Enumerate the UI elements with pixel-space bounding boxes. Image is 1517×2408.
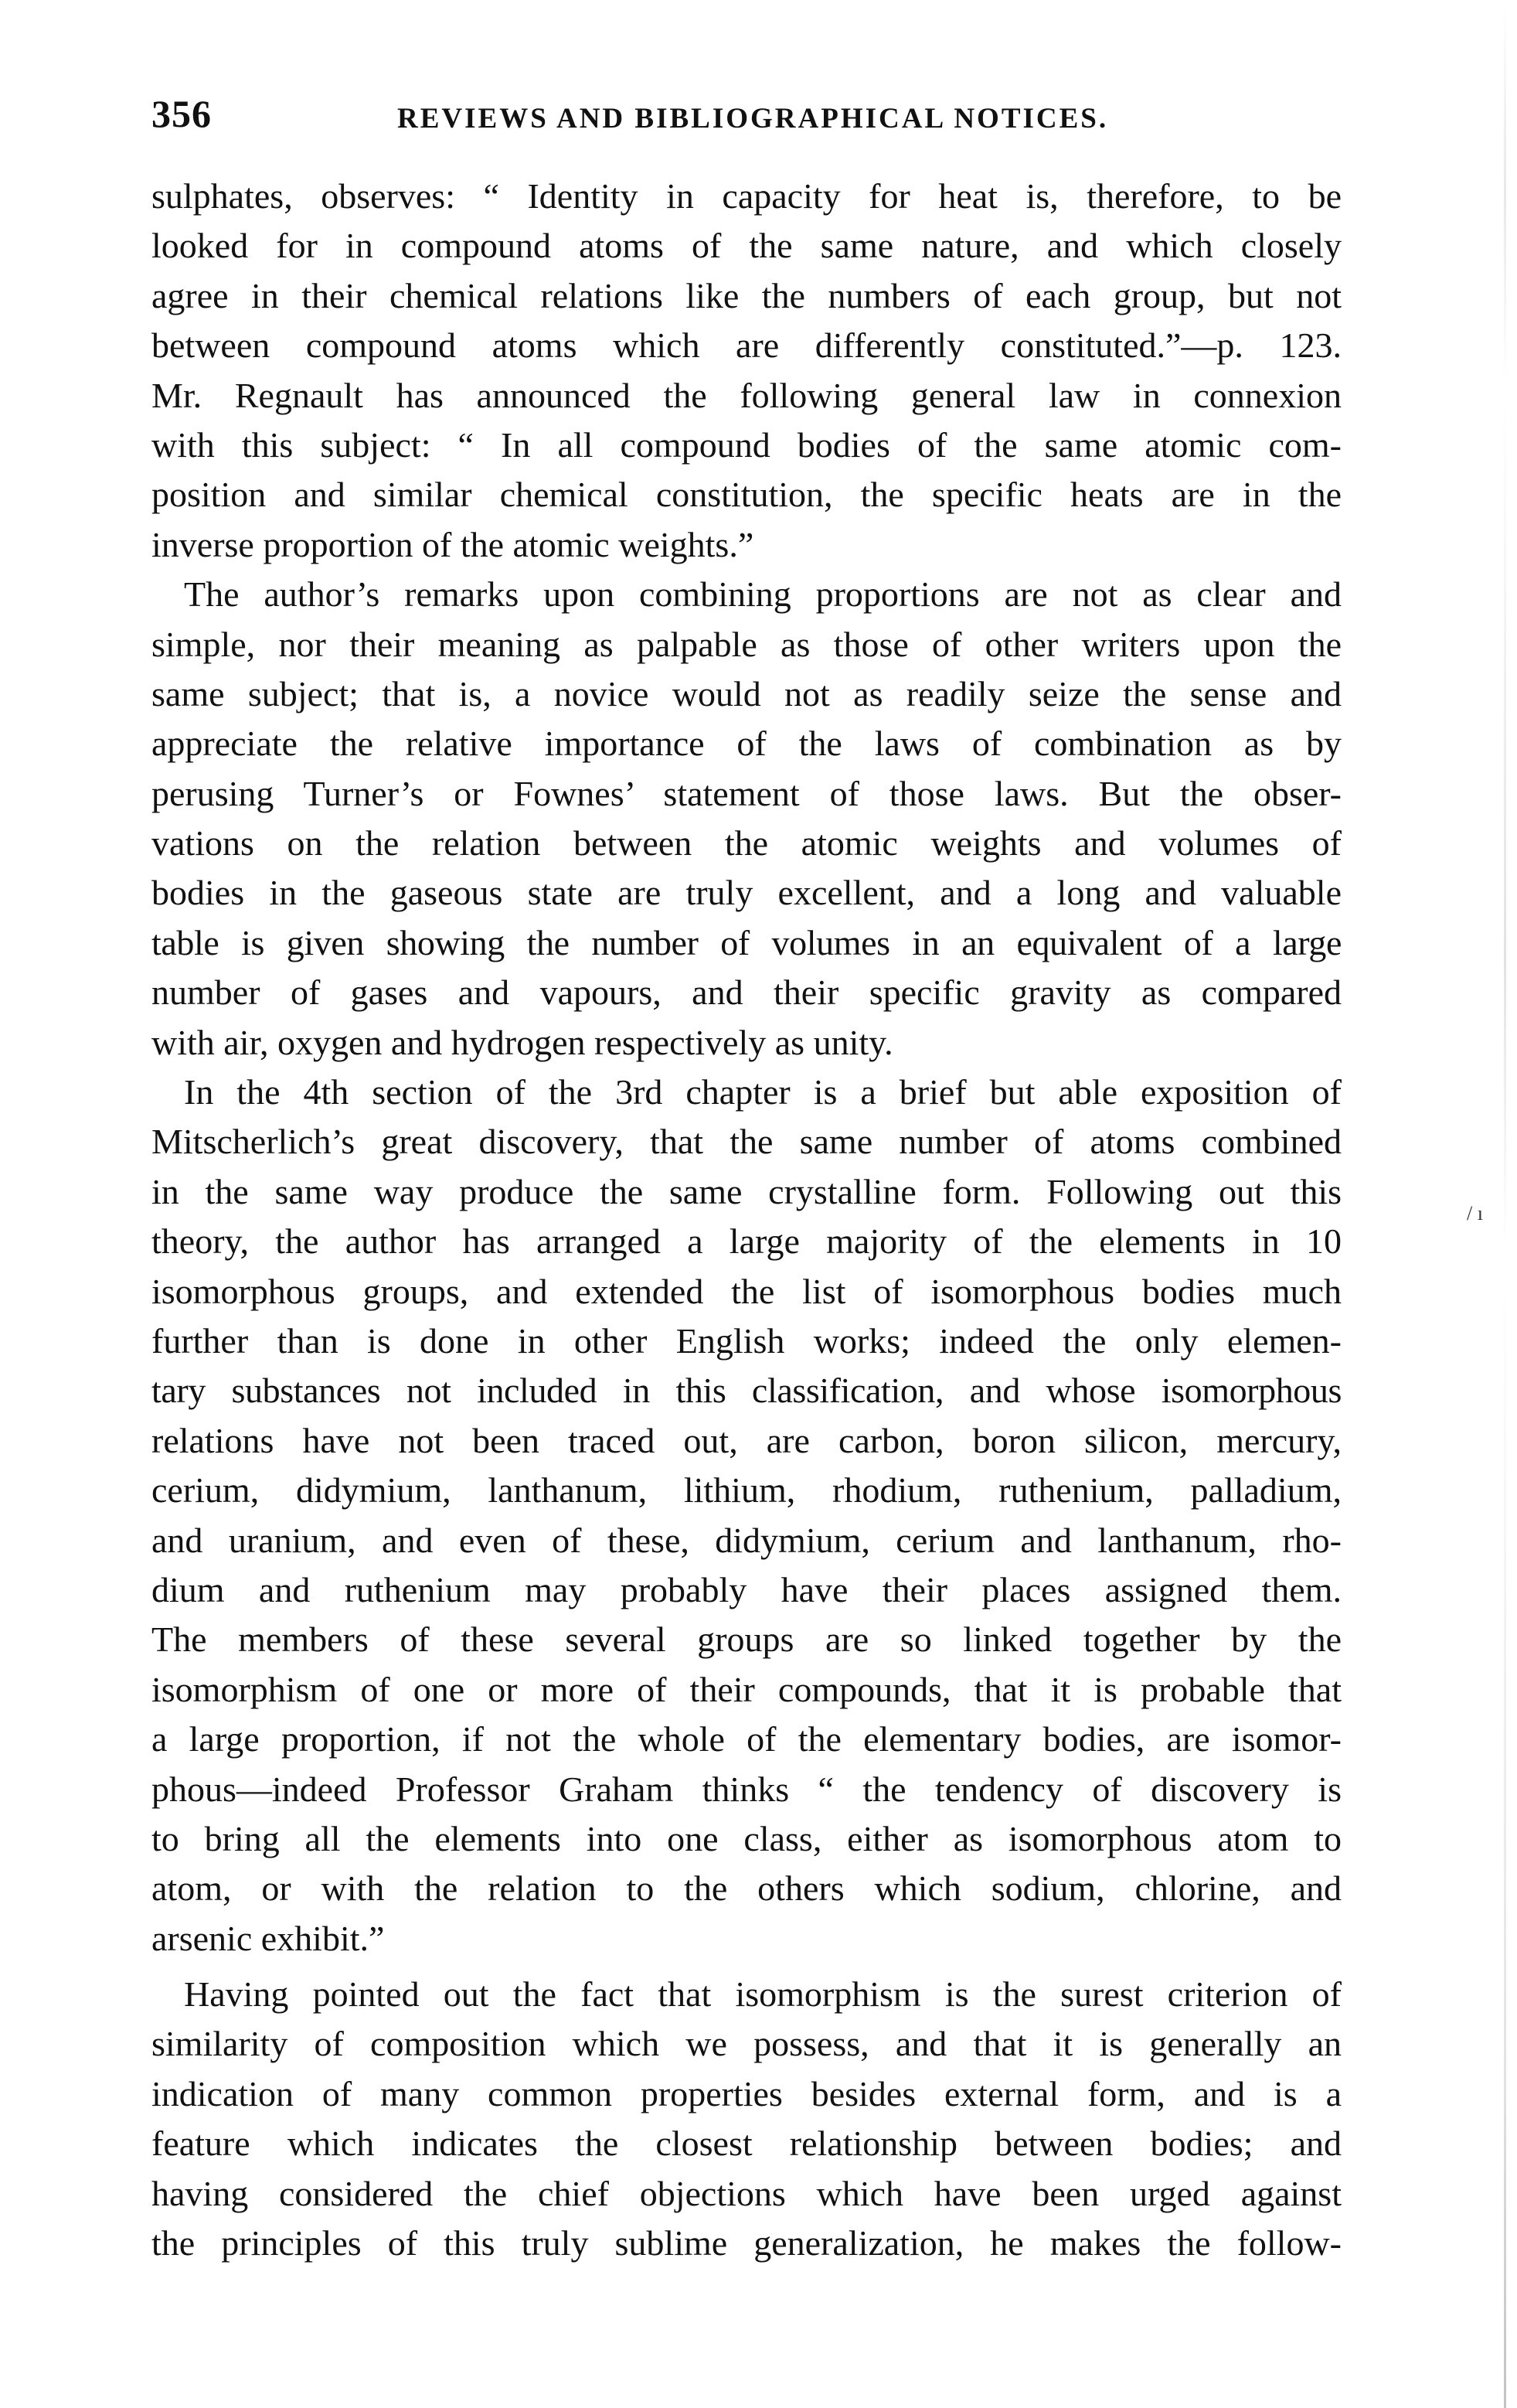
text-line: arsenic exhibit.” xyxy=(151,1918,385,1958)
text-line: Having pointed out the fact that isomorphism is the surest criterion of xyxy=(184,1974,1342,2015)
page-number: 356 xyxy=(151,92,212,135)
text-line: appreciate the relative importance of the laws of combination as by xyxy=(151,724,1342,764)
text-line: and uranium, and even of these, didymium, cerium and lanthanum, rho- xyxy=(151,1520,1342,1560)
text-line: indication of many common properties besides external form, and is a xyxy=(151,2073,1342,2113)
text-line: feature which indicates the closest relationship between bodies; and xyxy=(151,2124,1342,2164)
text-line: with this subject: “ In all compound bodies of the same atomic com- xyxy=(151,424,1342,465)
text-line: in the same way produce the same crystalline form. Following out this xyxy=(151,1171,1342,1211)
text-line: vations on the relation between the atomic weights and volumes of xyxy=(151,823,1342,863)
text-line: further than is done in other English works; indeed the only elemen- xyxy=(151,1320,1342,1361)
text-line: the principles of this truly sublime generalization, he makes the follow- xyxy=(151,2223,1342,2263)
text-line: position and similar chemical constitution, the specific heats are in the xyxy=(151,475,1342,515)
text-line: atom, or with the relation to the others which sodium, chlorine, and xyxy=(151,1868,1342,1909)
text-line: same subject; that is, a novice would not as readily seize the sense and xyxy=(151,673,1342,714)
text-line: a large proportion, if not the whole of the elementary bodies, are isomor- xyxy=(151,1719,1342,1759)
text-line: with air, oxygen and hydrogen respectively as unity. xyxy=(151,1022,893,1062)
text-line: agree in their chemical relations like the numbers of each group, but not xyxy=(151,275,1342,315)
text-line: isomorphous groups, and extended the list of isomorphous bodies much xyxy=(151,1271,1342,1311)
text-line: sulphates, observes: “ Identity in capacity for heat is, therefore, to be xyxy=(151,176,1342,216)
text-line: having considered the chief objections which have been urged against xyxy=(151,2173,1342,2213)
text-line: Mitscherlich’s great discovery, that the same number of atoms combined xyxy=(151,1122,1342,1162)
text-line: between compound atoms which are differently constituted.”—p. 123. xyxy=(151,325,1342,366)
text-line: to bring all the elements into one class, either as isomorphous atom to xyxy=(151,1818,1342,1858)
text-line: tary substances not included in this classification, and whose isomorphous xyxy=(151,1371,1342,1411)
text-line: The author’s remarks upon combining proportions are not as clear and xyxy=(184,574,1342,615)
text-line: cerium, didymium, lanthanum, lithium, rhodium, ruthenium, palladium, xyxy=(151,1470,1342,1511)
text-line: inverse proportion of the atomic weights.” xyxy=(151,524,754,564)
text-line: perusing Turner’s or Fownes’ statement of those laws. But the obser- xyxy=(151,773,1342,813)
page-edge-shadow xyxy=(1504,0,1506,2408)
text-line: number of gases and vapours, and their specific gravity as compared xyxy=(151,972,1342,1013)
text-line: In the 4th section of the 3rd chapter is a brief but able exposition of xyxy=(184,1072,1342,1112)
text-line: dium and ruthenium may probably have their places assigned them. xyxy=(151,1569,1342,1609)
text-line: The members of these several groups are so linked together by the xyxy=(151,1620,1342,1660)
text-line: phous—indeed Professor Graham thinks “ the tendency of discovery is xyxy=(151,1769,1342,1809)
margin-mark: / ı xyxy=(1467,1202,1483,1224)
text-line: table is given showing the number of volumes in an equivalent of a large xyxy=(151,922,1342,962)
text-line: Mr. Regnault has announced the following general law in connexion xyxy=(151,375,1342,415)
text-line: relations have not been traced out, are carbon, boron silicon, mercury, xyxy=(151,1420,1342,1460)
text-line: looked for in compound atoms of the same nature, and which closely xyxy=(151,226,1342,266)
body-text xyxy=(151,172,1342,2268)
text-line: similarity of composition which we possess, and that it is generally an xyxy=(151,2024,1342,2064)
text-line: simple, nor their meaning as palpable as those of other writers upon the xyxy=(151,624,1342,664)
text-line: isomorphism of one or more of their compounds, that it is probable that xyxy=(151,1669,1342,1709)
running-title: REVIEWS AND BIBLIOGRAPHICAL NOTICES. xyxy=(397,103,1109,135)
text-line: theory, the author has arranged a large majority of the elements in 10 xyxy=(151,1221,1342,1262)
page-header xyxy=(151,91,1342,145)
text-line: bodies in the gaseous state are truly excellent, and a long and valuable xyxy=(151,873,1342,913)
